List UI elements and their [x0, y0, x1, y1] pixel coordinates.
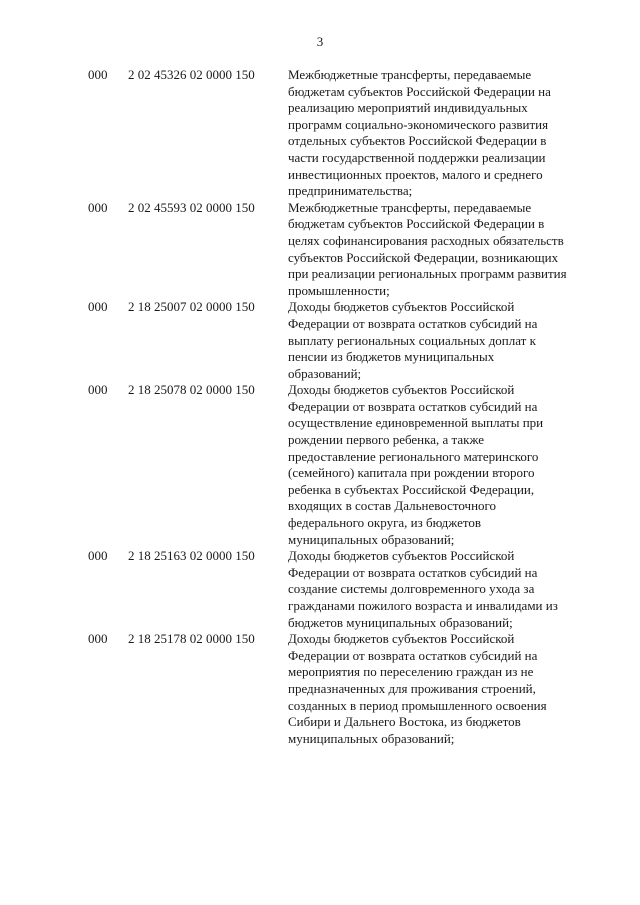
admin-code: 000: [88, 548, 108, 564]
revenue-description: [288, 67, 598, 200]
revenue-description: [288, 299, 598, 382]
description-line: предпринимательства;: [288, 183, 413, 199]
description-line: бюджетам субъектов Российской Федерации на: [288, 83, 551, 99]
admin-code: 000: [88, 631, 108, 647]
revenue-description: [288, 548, 598, 631]
description-line: части государственной поддержки реализации: [288, 149, 546, 165]
description-line: гражданами пожилого возраста и инвалидами из: [288, 598, 558, 613]
description-line: созданных в период промышленного освоения: [288, 697, 547, 713]
description-line: Федерации от возврата остатков субсидий на: [288, 315, 538, 331]
admin-code: 000: [88, 299, 108, 315]
description-line: ребенка в субъектах Российской Федерации,: [288, 481, 535, 497]
table-row: [0, 548, 640, 631]
budget-classification-code: 2 02 45326 02 0000 150: [128, 67, 255, 82]
table-row: [0, 67, 640, 200]
description-line: отдельных субъектов Российской Федерации в: [288, 133, 547, 149]
description-line: выплату региональных социальных доплат к: [288, 332, 536, 348]
description-line: при реализации региональных программ развития: [288, 266, 567, 282]
table-row: [0, 631, 640, 747]
description-line: образований;: [288, 365, 362, 381]
description-line: осуществление единовременной выплаты при: [288, 415, 544, 431]
description-line: Доходы бюджетов субъектов Российской: [288, 631, 515, 647]
description-line: мероприятия по переселению граждан из не: [288, 664, 534, 680]
description-line: Доходы бюджетов субъектов Российской: [288, 382, 515, 398]
admin-code: 000: [88, 67, 108, 82]
revenue-description: [288, 631, 598, 747]
revenue-description: [288, 382, 598, 548]
description-line: предназначенных для проживания строений,: [288, 680, 536, 696]
description-line: промышленности;: [288, 282, 390, 298]
page-number: 3: [316, 34, 324, 49]
description-line: бюджетам субъектов Российской Федерации в: [288, 216, 545, 232]
description-line: рождении первого ребенка, а также: [288, 432, 485, 448]
table-row: [0, 299, 640, 382]
description-line: муниципальных образований;: [288, 730, 455, 746]
budget-classification-code: 2 18 25163 02 0000 150: [128, 548, 255, 564]
description-line: Доходы бюджетов субъектов Российской: [288, 299, 515, 315]
description-line: программ социально-экономического развития: [288, 116, 549, 132]
description-line: Межбюджетные трансферты, передаваемые: [288, 67, 532, 82]
admin-code: 000: [88, 382, 108, 398]
description-line: (семейного) капитала при рождении второго: [288, 465, 535, 481]
table-row: [0, 200, 640, 300]
description-line: входящих в состав Дальневосточного: [288, 498, 497, 514]
description-line: целях софинансирования расходных обязательств: [288, 232, 564, 248]
description-line: федерального округа, из бюджетов: [288, 515, 482, 531]
description-line: Федерации от возврата остатков субсидий на: [288, 398, 538, 414]
description-line: Доходы бюджетов субъектов Российской: [288, 548, 515, 564]
description-line: бюджетов муниципальных образований;: [288, 614, 513, 630]
budget-classification-code: 2 18 25178 02 0000 150: [128, 631, 255, 647]
description-line: создание системы долговременного ухода за: [288, 581, 535, 597]
admin-code: 000: [88, 199, 108, 215]
description-line: Федерации от возврата остатков субсидий на: [288, 647, 538, 663]
description-line: Сибири и Дальнего Востока, из бюджетов: [288, 714, 521, 730]
budget-classification-code: 2 18 25007 02 0000 150: [128, 299, 255, 315]
description-line: Федерации от возврата остатков субсидий на: [288, 564, 538, 580]
description-line: инвестиционных проектов, малого и среднего: [288, 166, 543, 182]
budget-classification-code: 2 18 25078 02 0000 150: [128, 382, 255, 398]
revenue-code-list: [0, 67, 640, 747]
description-line: муниципальных образований;: [288, 531, 455, 547]
description-line: предоставление регионального материнского: [288, 448, 539, 464]
budget-classification-code: 2 02 45593 02 0000 150: [128, 199, 255, 215]
description-line: Межбюджетные трансферты, передаваемые: [288, 199, 532, 215]
description-line: реализацию мероприятий индивидуальных: [288, 100, 528, 116]
description-line: пенсии из бюджетов муниципальных: [288, 349, 495, 365]
description-line: субъектов Российской Федерации, возникающих: [288, 249, 559, 265]
table-row: [0, 382, 640, 548]
revenue-description: [288, 200, 598, 300]
